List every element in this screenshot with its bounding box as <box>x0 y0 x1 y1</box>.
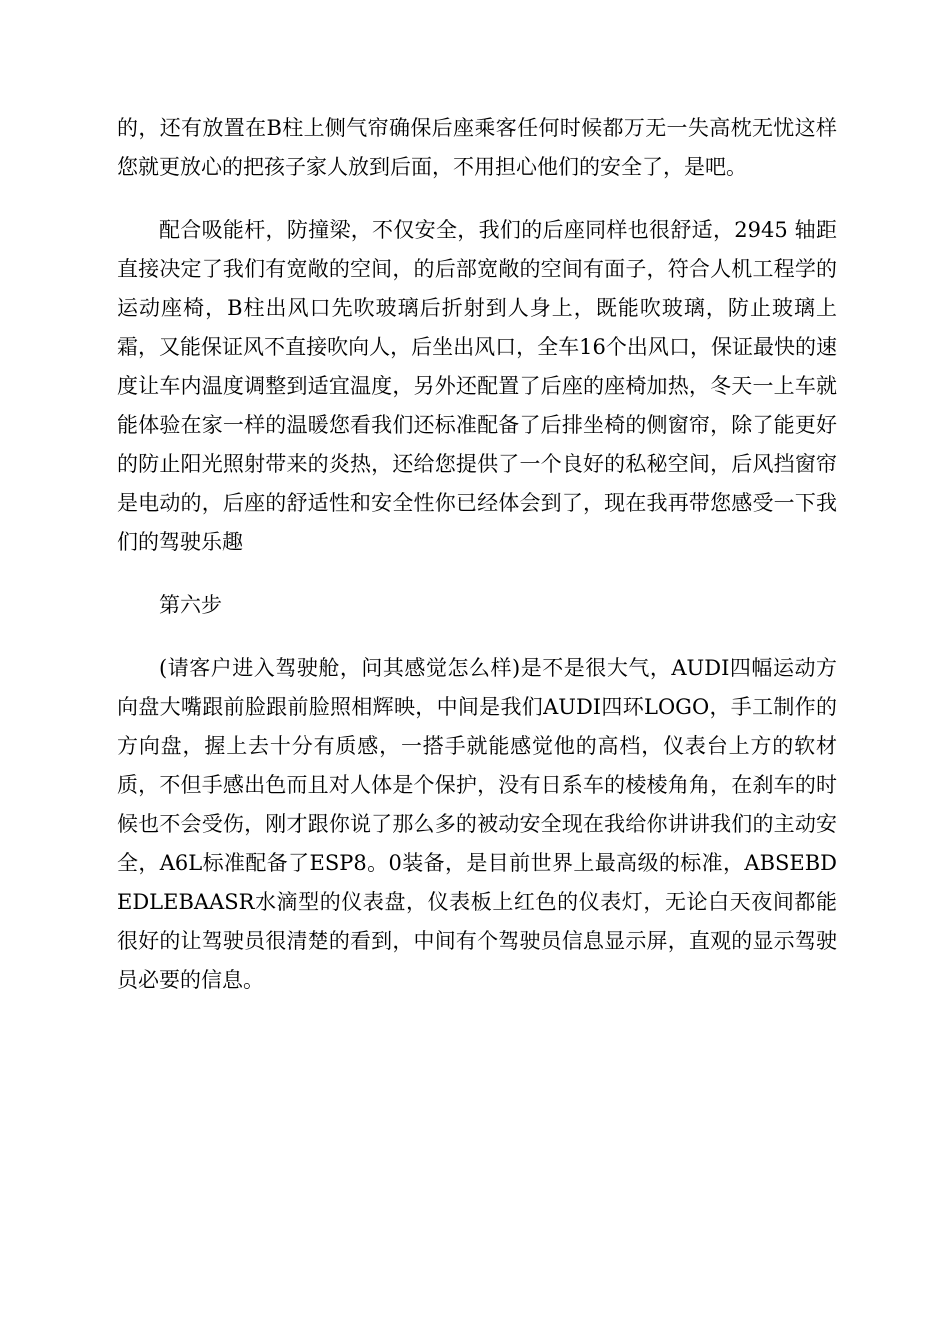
section-heading-step-six: 第六步 <box>159 593 222 617</box>
paragraph-gap <box>117 562 837 586</box>
paragraph-rear-comfort: 配合吸能杆，防撞梁，不仅安全，我们的后座同样也很舒适，2945 轴距直接决定了我们有宽敞的空间，的后部宽敞的空间有面子，符合人机工程学的运动座椅，B柱出风口先吹玻璃后折射到人身上，既能吹玻璃，防止玻璃上霜，又能保证风不直接吹向人，后坐出风口，全车16个出风口，保证最快的速度让车内温度调整到适宜温度，另外还配置了后座的座椅加热，冬天一上车就能体验在家一样的温暖您看我们还标准配备了后排坐椅的侧窗帘，除了能更好的防止阳光照射带来的炎热，还给您提供了一个良好的私秘空间，后风挡窗帘是电动的，后座的舒适性和安全性你已经体会到了，现在我再带您感受一下我们的驾驶乐趣 <box>117 218 837 554</box>
paragraph-gap <box>117 625 837 649</box>
paragraph-gap <box>117 187 837 211</box>
paragraph-driver-cockpit: (请客户进入驾驶舱，问其感觉怎么样)是不是很大气，AUDI四幅运动方向盘大嘴跟前脸跟前脸照相辉映，中间是我们AUDI四环LOGO，手工制作的方向盘，握上去十分有质感，一搭手就能感觉他的高档，仪表台上方的软材质，不但手感出色而且对人体是个保护，没有日系车的棱棱角角，在刹车的时候也不会受伤，刚才跟你说了那么多的被动安全现在我给你讲讲我们的主动安全，A6L标准配备了ESP8。0装备，是目前世界上最高级的标准，ABSEBDEDLEBAASR水滴型的仪表盘，仪表板上红色的仪表灯，无论白天夜间都能很好的让驾驶员很清楚的看到，中间有个驾驶员信息显示屏，直观的显示驾驶员必要的信息。 <box>117 656 837 992</box>
paragraph-rear-airbag: 的，还有放置在B柱上侧气帘确保后座乘客任何时候都万无一失高枕无忧这样您就更放心的把孩子家人放到后面，不用担心他们的安全了，是吧。 <box>117 116 837 179</box>
document-body <box>117 109 837 1000</box>
